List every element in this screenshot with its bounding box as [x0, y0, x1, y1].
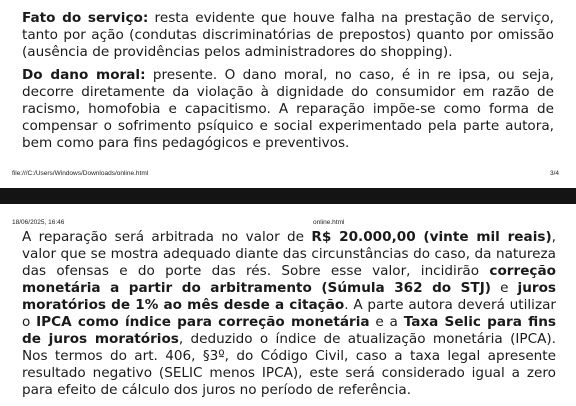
- paragraph-fato-do-servico: [22, 10, 554, 61]
- document-page-3: [0, 0, 576, 188]
- reparacao-text-1: A reparação será arbitrada no valor de: [22, 229, 312, 245]
- reparacao-juros: juros moratórios de 1% ao mês desde a citação: [22, 280, 557, 313]
- paragraph-dano-moral: [22, 67, 554, 152]
- dano-moral-label: Do dano moral:: [22, 67, 146, 83]
- reparacao-text-6: , deduzido o índice de atualização monetária (IPCA). Nos termos do art. 406, §3º, do Código Civil, caso a taxa legal apresente resultado negativo (SELIC menos IPCA), este será considerado igual a zero para efeito de cálculo dos juros no período de referência.: [22, 331, 556, 398]
- print-header-datetime: 18/06/2025, 16:46: [12, 219, 65, 226]
- reparacao-text-2: , valor que se mostra adequado diante das circunstâncias do caso, da natureza das ofensas e do porte das rés. Sobre esse valor, incidirão: [22, 229, 556, 279]
- reparacao-text-4: . A parte autora deverá utilizar o: [22, 297, 556, 330]
- reparacao-text-5: e a: [369, 314, 404, 330]
- print-footer-file-path: file:///C:/Users/Windows/Downloads/online.html: [12, 170, 149, 177]
- reparacao-ipca: IPCA como índice para correção monetária: [36, 314, 370, 330]
- print-footer-page-number: 3/4: [549, 170, 559, 177]
- fato-do-servico-label: Fato do serviço:: [22, 10, 149, 26]
- dano-moral-text: presente. O dano moral, no caso, é in re ipsa, ou seja, decorre diretamente da violação à dignidade do consumidor em razão de racismo, homofobia e capacitismo. A reparação impõe-se como forma de compensar o sofrimento psíquico e social experimentado pela parte autora, bem como para fins pedagógicos e preventivos.: [22, 67, 554, 151]
- paragraph-reparacao: [22, 229, 556, 399]
- page-separator: [0, 188, 576, 204]
- reparacao-valor: R$ 20.000,00 (vinte mil reais): [311, 229, 552, 245]
- print-header-title: online.html: [313, 219, 345, 226]
- fato-do-servico-text: resta evidente que houve falha na prestação de serviço, tanto por ação (condutas discriminatórias de prepostos) quanto por omissão (ausência de providências pelos administradores do shopping).: [22, 10, 554, 60]
- reparacao-selic: Taxa Selic para fins de juros moratórios: [22, 314, 556, 347]
- reparacao-correcao: correção monetária a partir do arbitramento (Súmula 362 do STJ): [22, 263, 556, 296]
- reparacao-text-3: e: [490, 280, 518, 296]
